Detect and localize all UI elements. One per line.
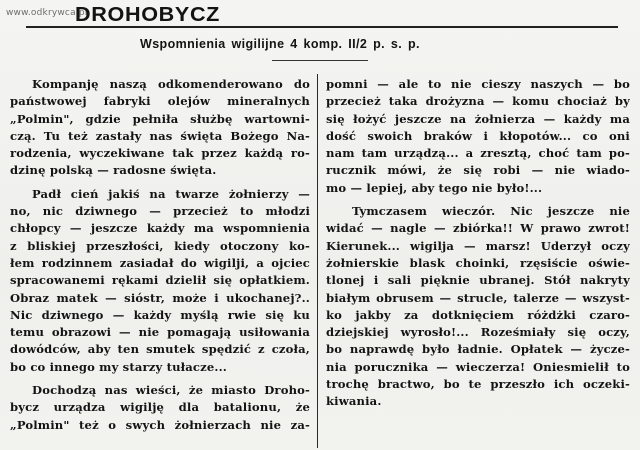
- text-line: mo — lepiej, aby tego nie było!...: [326, 180, 543, 195]
- paragraph: [10, 76, 310, 180]
- left-column: [10, 76, 310, 440]
- text-line: łem rodzinnem zasiadał do wigilji, a ojciec: [10, 255, 310, 270]
- text-line: Kierunek... wigilja — marsz! Uderzył oczy: [326, 238, 630, 253]
- text-line: „Polmin" też o swych żołnierzach nie za-: [10, 417, 310, 432]
- paragraph: [10, 186, 310, 376]
- text-line: żołnierskie blask choinki, rzęsiście oświe-: [326, 255, 630, 270]
- text-line: rucznik mówi, że się robi — nie wiado-: [326, 163, 630, 178]
- column-divider: [317, 74, 318, 448]
- text-line: bo naprawdę było ładnie. Opłatek — życze-: [326, 342, 630, 357]
- text-line: Dochodzą nas wieści, że miasto Droho-: [32, 383, 310, 398]
- paragraph: [326, 203, 630, 411]
- text-line: Kompanję naszą odkomenderowano do: [32, 77, 310, 91]
- text-line: tlonej i sali pięknie ubranej. Stół nakryty: [326, 273, 630, 288]
- text-line: białym obrusem — strucle, talerze — wszyst-: [326, 290, 630, 305]
- text-line: no, nic dziwnego — przecież to młodzi: [10, 204, 310, 219]
- text-line: się łożyć jeszcze na żołnierza — każdy ma: [326, 111, 630, 126]
- text-line: dowódców, aby ten smutek spędzić z czoła,: [10, 342, 310, 357]
- text-line: widać — nagle — zbiórka!! W prawo zwrot!: [326, 221, 630, 236]
- article-subtitle: Wspomnienia wigilijne 4 komp. II/2 p. s. p.: [140, 37, 420, 51]
- text-line: „Polmin", gdzie pełniła służbę wartowni-: [10, 111, 310, 126]
- text-line: czą. Tu też zastały nas święta Bożego Na-: [10, 128, 310, 143]
- text-line: dziejskiej wyrosło!... Roześmiały się oczy,: [326, 325, 630, 340]
- text-line: nam tam urządzą... a zresztą, choć tam po-: [326, 146, 630, 161]
- text-line: Padł cień jakiś na twarze żołnierzy —: [32, 186, 310, 201]
- text-line: trochę bractwo, bo te przeszło ich oczeki-: [326, 377, 630, 392]
- headline-rule: [26, 26, 618, 28]
- paragraph: [10, 382, 310, 434]
- text-line: dość swoich braków i kłopotów... co oni: [326, 128, 630, 143]
- subtitle-rule: [272, 60, 368, 61]
- text-line: Tymczasem wieczór. Nic jeszcze nie: [352, 204, 630, 219]
- text-line: bycz urządza wigilję dla batalionu, że: [10, 400, 310, 415]
- paragraph: [326, 76, 630, 197]
- text-line: z bliskiej przeszłości, kiedy otoczony ko-: [10, 238, 310, 253]
- text-line: pomni — ale to nie cieszy naszych — bo: [326, 77, 630, 91]
- text-line: kiwania.: [326, 394, 382, 409]
- text-line: Nic dziwnego — każdy myślą rwie się ku: [10, 307, 310, 322]
- text-line: dzinę polską — radosne święta.: [10, 163, 217, 178]
- text-line: ko jakby za dotknięciem różdżki czaro-: [326, 307, 630, 322]
- headline: DROHOBYCZ: [75, 4, 221, 26]
- text-line: chłopcy — jeszcze każdy ma wspomnienia: [10, 221, 310, 236]
- watermark: www.odkrywca.pl: [6, 8, 88, 18]
- text-line: rodzenia, wyczekiwane tak przez każdą ro-: [10, 146, 310, 161]
- right-column: [326, 76, 630, 417]
- text-line: temu obrazowi — nie pomagają usiłowania: [10, 325, 310, 340]
- text-line: Obraz matek — sióstr, może i ukochanej?..: [10, 290, 310, 305]
- text-line: spracowanemi rękami dzielił się opłatkiem.: [10, 273, 310, 288]
- text-line: państwowej fabryki olejów mineralnych: [10, 94, 310, 109]
- text-line: przecież taka drożyzna — komu chociaż by: [326, 94, 630, 109]
- text-line: bo co innego my starzy tułacze...: [10, 359, 227, 374]
- text-line: nia porucznika — wieczerza! Oniesmielił to: [326, 359, 630, 374]
